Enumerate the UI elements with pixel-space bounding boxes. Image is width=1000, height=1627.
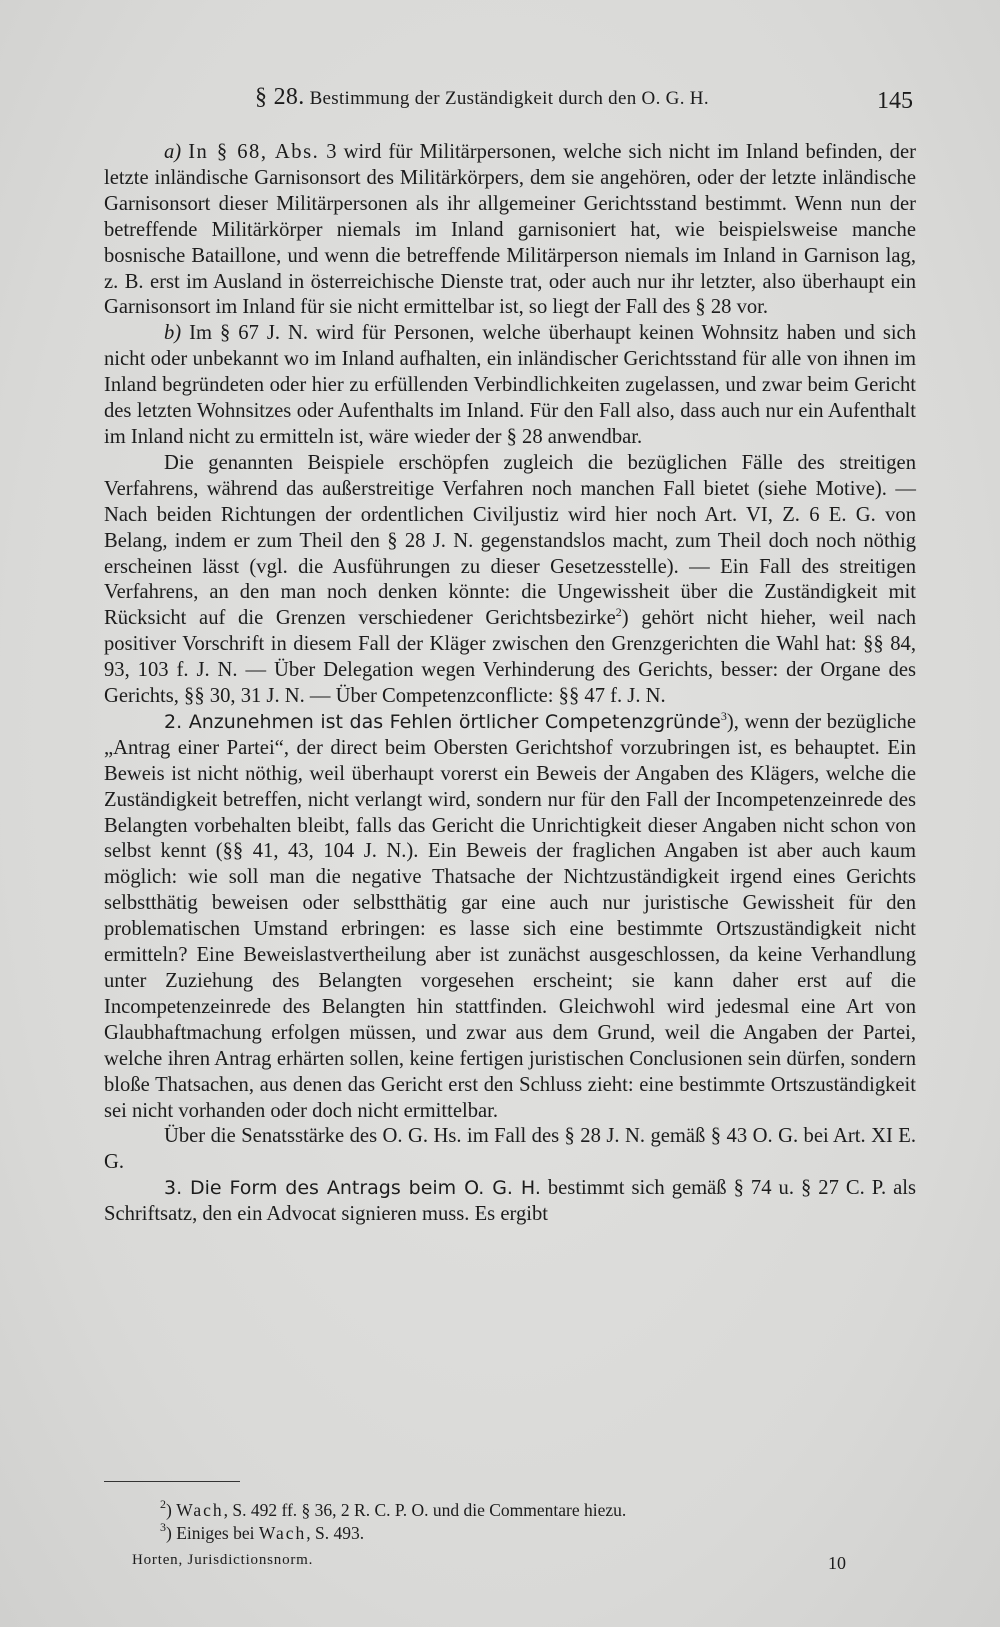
- running-title: Bestimmung der Zuständigkeit durch den O. G. H.: [309, 88, 709, 109]
- text-run: b): [164, 322, 182, 345]
- signature-line: Horten, Jurisdictionsnorm.: [132, 1552, 314, 1568]
- paragraph: [104, 710, 916, 1125]
- text-run: a): [164, 141, 182, 163]
- paragraph: [104, 321, 916, 451]
- footnote: $^3$) Einiges bei Wach, S. 493.: [160, 1520, 365, 1543]
- footnote-ref: 2: [615, 605, 622, 620]
- text-run: ), wenn der bezügliche „Antrag einer Partei“, der direct beim Obersten Gerichtshof vorzubringen ist, es behauptet. Ein Beweis ist nicht nöthig, weil überhaupt vorerst ein Beweis der Angaben des Klägers, welche die Zuständigkeit betreffen, nicht verlangt wird, sondern nur für den Fall der Incompetenzeinrede des Belangten vorbehalten bleibt, falls das Gericht die Unrichtigkeit dieser Angaben nicht schon von selbst kennt (§§ 41, 43, 104 J. N.). Ein Beweis der fraglichen Angaben ist aber auch kaum möglich: wie soll man die negative Thatsache der Nichtzuständigkeit irgend eines Gerichts selbstthätig beweisen oder selbstthätig gar eine auch nur juristische Gewissheit für den problematischen Umstand erbringen: es lasse sich eine bestimmte Ortszuständigkeit nicht ermitteln? Eine Beweislastvertheilung aber ist zunächst ausgeschlossen, da keine Verhandlung unter Zuziehung des Belangten vorgesehen erscheint; sie kann daher erst auf die Incompetenzeinrede des Belangten hin stattfinden. Gleichwohl wird jedesmal eine Art von Glaubhaftmachung erfolgen müssen, und zwar aus dem Grund, weil die Angaben der Partei, welche ihren Antrag erhärten sollen, keine fertigen juristischen Conclusionen sein dürfen, sondern bloße Thatsachen, aus denen das Gericht erst den Schluss zieht: eine bestimmte Ortszuständigkeit sei nicht vorhanden oder doch nicht ermittelbar.: [104, 710, 916, 1122]
- page-number: 145: [877, 88, 913, 114]
- text-run: , S. 492 ff. § 36, 2 R. C. P. O. und die Commentare hiezu.: [223, 1500, 627, 1520]
- body-text: [104, 140, 916, 1228]
- footnote-rule: [104, 1481, 240, 1482]
- footnote-mark: 2: [160, 1497, 166, 1511]
- paragraph: [104, 451, 916, 710]
- text-run: 3 wird für Militärpersonen, welche sich nicht im Inland befinden, der letzte inländische Garnisonsort des Militärkörpers, dem sie angehören, oder der letzte inländische Garnisonsort dieser Militärpersonen als ihr allgemeiner Gerichtsstand bestimmt. Wenn nun der betreffende Militärkörper niemals im Inland garnisoniert hat, wie beispielsweise manche bosnische Bataillone, und wenn die betreffende Militärperson niemals im Inland in Garnison lag, z. B. erst im Ausland in österreichische Dienste trat, oder auch nur ihr letzter, also überhaupt ein Garnisonsort im Inland für sie nicht ermittelbar ist, so liegt der Fall des § 28 vor.: [104, 141, 916, 319]
- text-run: ) gehört nicht hieher, weil nach positiver Vorschrift in diesem Fall der Kläger zwischen den Grenzgerichten die Wahl hat: §§ 84, 93, 103 f. J. N. — Über Delegation wegen Verhinderung des Gerichts, besser: der Organe des Gerichts, §§ 30, 31 J. N. — Über Competenzconflicte: §§ 47 f. J. N.: [104, 607, 917, 708]
- running-header: [255, 84, 709, 111]
- text-run: Im § 67 J. N. wird für Personen, welche überhaupt keinen Wohnsitz haben und sich nicht oder unbekannt wo im Inland aufhalten, ein inländischer Gerichtsstand für alle von ihnen im Inland begründeten oder hier zu erfüllenden Verbindlichkeiten zugelassen, und zwar beim Gericht des letzten Wohnsitzes oder Aufenthalts im Inland. Für den Fall also, dass auch nur ein Aufenthalt im Inland nicht zu ermitteln ist, wäre wieder der § 28 anwendbar.: [104, 322, 916, 448]
- footnote-mark: 3: [160, 1520, 166, 1534]
- text-run: bestimmt sich gemäß § 74 u. § 27 C. P. als Schriftsatz, den ein Advocat signieren muss. Es ergibt: [104, 1177, 916, 1226]
- text-run: , S. 493.: [306, 1523, 365, 1543]
- section-number: § 28.: [255, 84, 305, 110]
- paragraph: [104, 1176, 916, 1228]
- text-run: Wach: [258, 1523, 307, 1543]
- paragraph: [104, 140, 916, 321]
- text-run: Über die Senatsstärke des O. G. Hs. im Fall des § 28 J. N. gemäß § 43 O. G. bei Art. XI E. G.: [104, 1125, 916, 1174]
- text-run: In § 68, Abs.: [188, 141, 320, 163]
- text-run: Die genannten Beispiele erschöpfen zugleich die bezüglichen Fälle des streitigen Verfahrens, während das außerstreitige Verfahren noch manchen Fall bietet (siehe Motive). — Nach beiden Richtungen der ordentlichen Civiljustiz wird hier noch Art. VI, Z. 6 E. G. von Belang, indem er zum Theil den § 28 J. N. gegenstandslos macht, zum Theil doch noch nöthig erscheinen lässt (vgl. die Ausführungen zu dieser Gesetzesstelle). — Ein Fall des streitigen Verfahrens, an den man noch denken könnte: die Ungewissheit über die Zuständigkeit mit Rücksicht auf die Grenzen verschiedener Gerichtsbezirke: [104, 451, 916, 630]
- text-run: 3. Die Form des Antrags beim O. G. H.: [164, 1177, 541, 1200]
- signature-number: 10: [828, 1553, 846, 1573]
- paragraph: [104, 1124, 916, 1176]
- text-run: Einiges bei: [176, 1523, 259, 1543]
- footnote: $^2$) Wach, S. 492 ff. § 36, 2 R. C. P. O. und die Commentare hiezu.: [160, 1497, 627, 1520]
- text-run: Wach: [176, 1500, 224, 1520]
- footnote-ref: 3: [720, 708, 727, 723]
- text-run: 2. Anzunehmen ist das Fehlen örtlicher Competenzgründe: [164, 710, 721, 733]
